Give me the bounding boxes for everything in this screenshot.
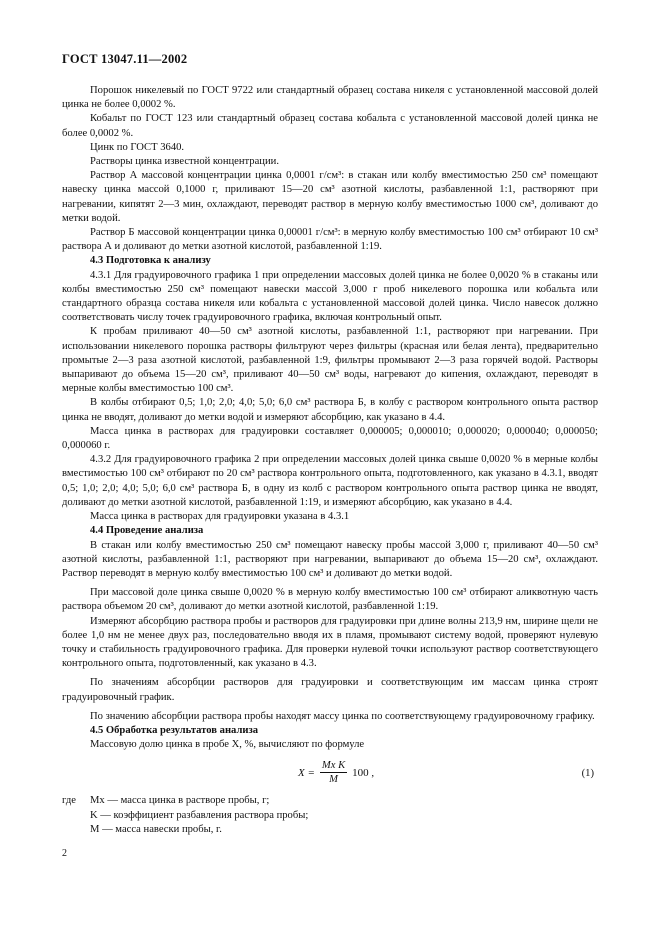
legend-text: Mx — масса цинка в растворе пробы, г; (90, 795, 270, 807)
formula-intro: Массовую долю цинка в пробе X, %, вычисляют по формуле (90, 739, 365, 751)
equation-number: (1) (581, 768, 594, 780)
legend-text: M — масса навески пробы, г. (90, 823, 222, 835)
paragraph: Порошок никелевый по ГОСТ 9722 или стандартный образец состава никеля с установленной массовой долей цинка не более 0,0002 %. (62, 85, 598, 111)
legend-lead: где (62, 795, 76, 807)
formula-legend (62, 794, 598, 837)
paragraph: Масса цинка в растворах для градуировки составляет 0,000005; 0,000010; 0,000020; 0,000040; 0,000050; 0,000060 г. (62, 425, 598, 452)
paragraph: 4.3.1 Для градуировочного графика 1 при определении массовых долей цинка не более 0,0020 % в стаканы или колбы вместимостью 250 см³ помещают навески массой 3,000 г проб никелевого порошка или кобальта или стандартного образца состава никеля или кобальта с установленной массовой долей цинка. Число навесок должно соответствовать числу точек градуировочного графика, включая контрольный опыт. (62, 269, 598, 324)
paragraph: В стакан или колбу вместимостью 250 см³ помещают навеску пробы массой 3,000 г, приливают 40—50 см³ азотной кислоты, разбавленной 1:1, растворяют при нагревании, выпаривают до объема 15—20 см³, охлаждают. Раствор переводят в мерную колбу вместимостью 100 см³ и доливают до метки водой. (62, 539, 598, 579)
legend-text: K — коэффициент разбавления раствора пробы; (90, 809, 309, 821)
paragraph: Масса цинка в растворах для градуировки указана в 4.3.1 (90, 511, 350, 523)
formula-numerator: Mx K (321, 760, 346, 772)
formula-fraction (320, 760, 347, 785)
legend-lead (62, 809, 90, 823)
document-page (62, 52, 598, 837)
paragraph: Растворы цинка известной концентрации. (90, 156, 279, 168)
paragraph: При массовой доле цинка свыше 0,0020 % в мерную колбу вместимостью 100 см³ отбирают аликвотную часть раствора объемом 20 см³, доливают до метки азотной кислотой, разбавленной 1:19. (62, 587, 598, 613)
section-heading: 4.4 Проведение анализа (90, 525, 204, 537)
formula-block (62, 756, 598, 790)
legend-row (62, 794, 598, 808)
paragraph: Измеряют абсорбцию раствора пробы и растворов для градуировки при длине волны 213,9 нм, ширине щели не более 1,0 нм не менее двух раз, последовательно вводя их в пламя, промывают систему водой, проверяют нулевую точку и стабильность градуировочного графика. Для проверки нулевой точки используют раствор соответствующего контрольного опыта, подготовленный, как указано в 4.3. (62, 615, 598, 670)
legend-row (62, 809, 598, 823)
legend-lead (62, 823, 90, 837)
legend-row (62, 823, 598, 837)
paragraph: Цинк по ГОСТ 3640. (90, 141, 185, 153)
paragraph: По значению абсорбции раствора пробы находят массу цинка по соответствующему градуировочному графику. (90, 710, 595, 722)
formula-factor: 100 , (352, 766, 375, 779)
paragraph: Раствор Б массовой концентрации цинка 0,00001 г/см³: в мерную колбу вместимостью 100 см³ отбирают 10 см³ раствора А и доливают до метки азотной кислотой, разбавленной 1:19. (62, 227, 598, 253)
paragraph: Кобальт по ГОСТ 123 или стандартный образец состава кобальта с установленной массовой долей цинка не более 0,0002 %. (62, 113, 598, 139)
formula (298, 760, 374, 785)
paragraph: В колбы отбирают 0,5; 1,0; 2,0; 4,0; 5,0; 6,0 см³ раствора Б, в колбу с раствором контрольного опыта раствор цинка не вводят, доливают до метки водой и измеряют абсорбцию, как указано в 4.4. (62, 397, 598, 423)
section-heading: 4.3 Подготовка к анализу (90, 255, 211, 267)
formula-denominator: M (329, 774, 338, 786)
document-header: ГОСТ 13047.11—2002 (62, 52, 188, 66)
paragraph: 4.3.2 Для градуировочного графика 2 при определении массовых долей цинка свыше 0,0020 % в мерные колбы вместимостью 100 см³ отбирают по 20 см³ раствора контрольного опыта, подготовленного, как указано в 4.3.1, вводят 0,5; 1,0; 2,0; 4,0; 5,0; 6,0 см³ раствора Б, в одну из колб с раствором контрольного опыта раствор цинка не вводят, доливают до метки азотной кислотой, разбавленной 1:19, и измеряют абсорбцию, как указано в 4.4. (62, 454, 598, 508)
section-heading: 4.5 Обработка результатов анализа (90, 724, 259, 736)
paragraph: По значениям абсорбции растворов для градуировки и соответствующим им массам цинка строят градуировочный график. (62, 677, 598, 703)
paragraph: К пробам приливают 40—50 см³ азотной кислоты, разбавленной 1:1, растворяют при нагревании. При использовании никелевого порошка растворы фильтруют через фильтры (красная или белая лента), предварительно промытые 2—3 раза азотной кислотой, разбавленной 1:9, фильтры промывают 2—3 раза горячей водой. Растворы выпаривают до объема 15—20 см³, приливают 40—50 см³ воды, нагревают до кипения, охлаждают, переводят в мерные колбы вместимостью 100 см³. (62, 326, 598, 395)
formula-lhs: X = (298, 766, 315, 779)
page-number: 2 (62, 848, 67, 859)
paragraph: Раствор А массовой концентрации цинка 0,0001 г/см³: в стакан или колбу вместимостью 250 см³ помещают навеску цинка массой 0,1000 г, приливают 15—20 см³ азотной кислоты, разбавленной 1:1, растворяют при нагревании, кипятят 2—3 мин, охлаждают, переводят раствор в мерную колбу вместимостью 1000 см³, доливают до метки водой. (62, 170, 598, 224)
